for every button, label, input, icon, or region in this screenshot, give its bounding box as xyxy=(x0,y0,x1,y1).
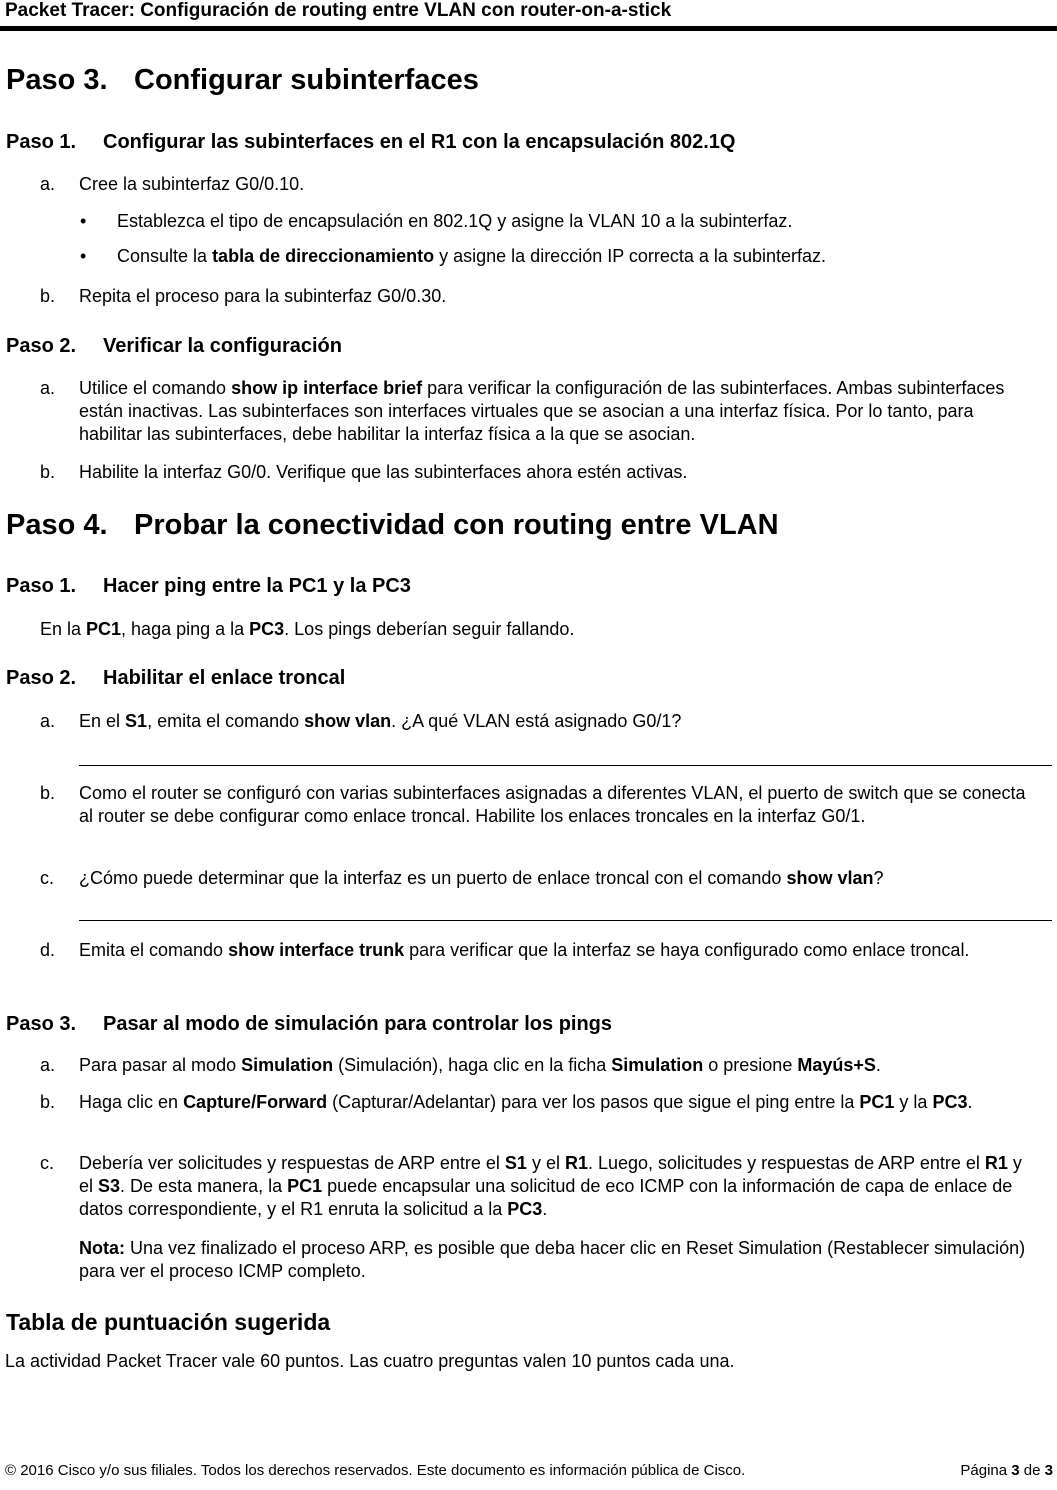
item-label: a. xyxy=(40,174,56,194)
bullet-item xyxy=(80,210,1040,233)
item-text: Establezca el tipo de encapsulación en 802.1Q y asigne la VLAN 10 a la subinterfaz. xyxy=(117,211,793,231)
item-text: Como el router se configuró con varias subinterfaces asignadas a diferentes VLAN, el puerto de switch que se conecta al router se debe configurar como enlace troncal. Habilite los enlaces troncales en la interfaz G0/1. xyxy=(79,783,1026,826)
step-title: Pasar al modo de simulación para controlar los pings xyxy=(103,1013,613,1035)
item-text: Haga clic en Capture/Forward (Capturar/Adelantar) para ver los pasos que sigue el ping entre la PC1 y la PC3. xyxy=(79,1092,973,1112)
page-header-title: Packet Tracer: Configuración de routing entre VLAN con router-on-a-stick xyxy=(5,0,672,21)
list-item xyxy=(40,782,1040,828)
list-item xyxy=(40,377,1040,446)
note-paragraph: Nota: Una vez finalizado el proceso ARP, es posible que deba hacer clic en Reset Simulation (Restablecer simulación) para ver el proceso ICMP completo. xyxy=(79,1238,1026,1281)
item-label: b. xyxy=(40,286,56,306)
answer-line[interactable] xyxy=(79,765,1052,766)
answer-line[interactable] xyxy=(79,920,1052,921)
step-number: Paso 1. xyxy=(6,575,77,597)
section-title: Configurar subinterfaces xyxy=(134,64,479,96)
bullet-icon: • xyxy=(80,246,87,266)
step-title: Verificar la configuración xyxy=(103,335,342,357)
section-heading-paso4 xyxy=(6,509,779,542)
item-text: Emita el comando show interface trunk para verificar que la interfaz se haya configurado como enlace troncal. xyxy=(79,940,970,960)
list-item xyxy=(40,1054,1040,1077)
item-label: a. xyxy=(40,378,56,398)
step-heading xyxy=(6,335,342,358)
section-heading-paso3 xyxy=(6,64,479,97)
step-number: Paso 2. xyxy=(6,335,77,357)
item-text: Para pasar al modo Simulation (Simulación), haga clic en la ficha Simulation o presione Mayús+S. xyxy=(79,1055,881,1075)
item-text: ¿Cómo puede determinar que la interfaz es un puerto de enlace troncal con el comando show vlan? xyxy=(79,868,884,888)
list-item xyxy=(40,285,1040,308)
item-text: Cree la subinterfaz G0/0.10. xyxy=(79,174,305,194)
step-heading xyxy=(6,575,411,598)
scoring-text: La actividad Packet Tracer vale 60 puntos. Las cuatro preguntas valen 10 puntos cada una. xyxy=(5,1351,735,1371)
item-text: En el S1, emita el comando show vlan. ¿A qué VLAN está asignado G0/1? xyxy=(79,711,682,731)
paragraph: En la PC1, haga ping a la PC3. Los pings deberían seguir fallando. xyxy=(40,619,575,639)
item-label: a. xyxy=(40,711,56,731)
list-item xyxy=(40,173,1040,196)
list-item xyxy=(40,939,1040,962)
step-number: Paso 2. xyxy=(6,667,77,689)
item-label: b. xyxy=(40,783,56,803)
step-number: Paso 3. xyxy=(6,1013,77,1035)
bullet-icon: • xyxy=(80,211,87,231)
item-text: Debería ver solicitudes y respuestas de ARP entre el S1 y el R1. Luego, solicitudes y respuestas de ARP entre el R1 y el S3. De esta manera, la PC1 puede encapsular una solicitud de eco ICMP con la información de capa de enlace de datos correspondiente, y el R1 enruta la solicitud a la PC3. xyxy=(79,1153,1022,1219)
scoring-title: Tabla de puntuación sugerida xyxy=(6,1309,331,1335)
section-title: Probar la conectividad con routing entre VLAN xyxy=(134,509,779,541)
item-label: c. xyxy=(40,868,55,888)
section-number: Paso 4. xyxy=(6,509,108,541)
item-text: Consulte la tabla de direccionamiento y asigne la dirección IP correcta a la subinterfaz. xyxy=(117,246,826,266)
step-title: Habilitar el enlace troncal xyxy=(103,667,346,689)
header-rule xyxy=(0,26,1057,31)
item-label: a. xyxy=(40,1055,56,1075)
step-number: Paso 1. xyxy=(6,131,77,153)
step-heading xyxy=(6,1013,612,1036)
list-item xyxy=(40,867,1040,890)
item-text: Utilice el comando show ip interface brief para verificar la configuración de las subinterfaces. Ambas subinterfaces están inactivas. Las subinterfaces son interfaces virtuales que se asocian a una interfaz física. Por lo tanto, para habilitar las subinterfaces, debe habilitar la interfaz física a la que se asocian. xyxy=(79,378,1005,444)
list-item xyxy=(40,1152,1040,1221)
list-item xyxy=(40,461,1040,484)
section-number: Paso 3. xyxy=(6,64,108,96)
item-text: Habilite la interfaz G0/0. Verifique que las subinterfaces ahora estén activas. xyxy=(79,462,688,482)
bullet-item xyxy=(80,245,1040,268)
step-heading xyxy=(6,667,345,690)
footer-copyright: © 2016 Cisco y/o sus filiales. Todos los derechos reservados. Este documento es información pública de Cisco. xyxy=(5,1462,746,1479)
footer-page-number: Página 3 de 3 xyxy=(960,1462,1053,1479)
item-text: Repita el proceso para la subinterfaz G0/0.30. xyxy=(79,286,447,306)
step-title: Hacer ping entre la PC1 y la PC3 xyxy=(103,575,411,597)
item-label: b. xyxy=(40,1092,56,1112)
step-heading xyxy=(6,131,735,154)
item-label: b. xyxy=(40,462,56,482)
step-title: Configurar las subinterfaces en el R1 con la encapsulación 802.1Q xyxy=(103,131,736,153)
list-item xyxy=(40,1091,1040,1114)
item-label: c. xyxy=(40,1153,55,1173)
list-item xyxy=(40,710,1040,733)
item-label: d. xyxy=(40,940,56,960)
